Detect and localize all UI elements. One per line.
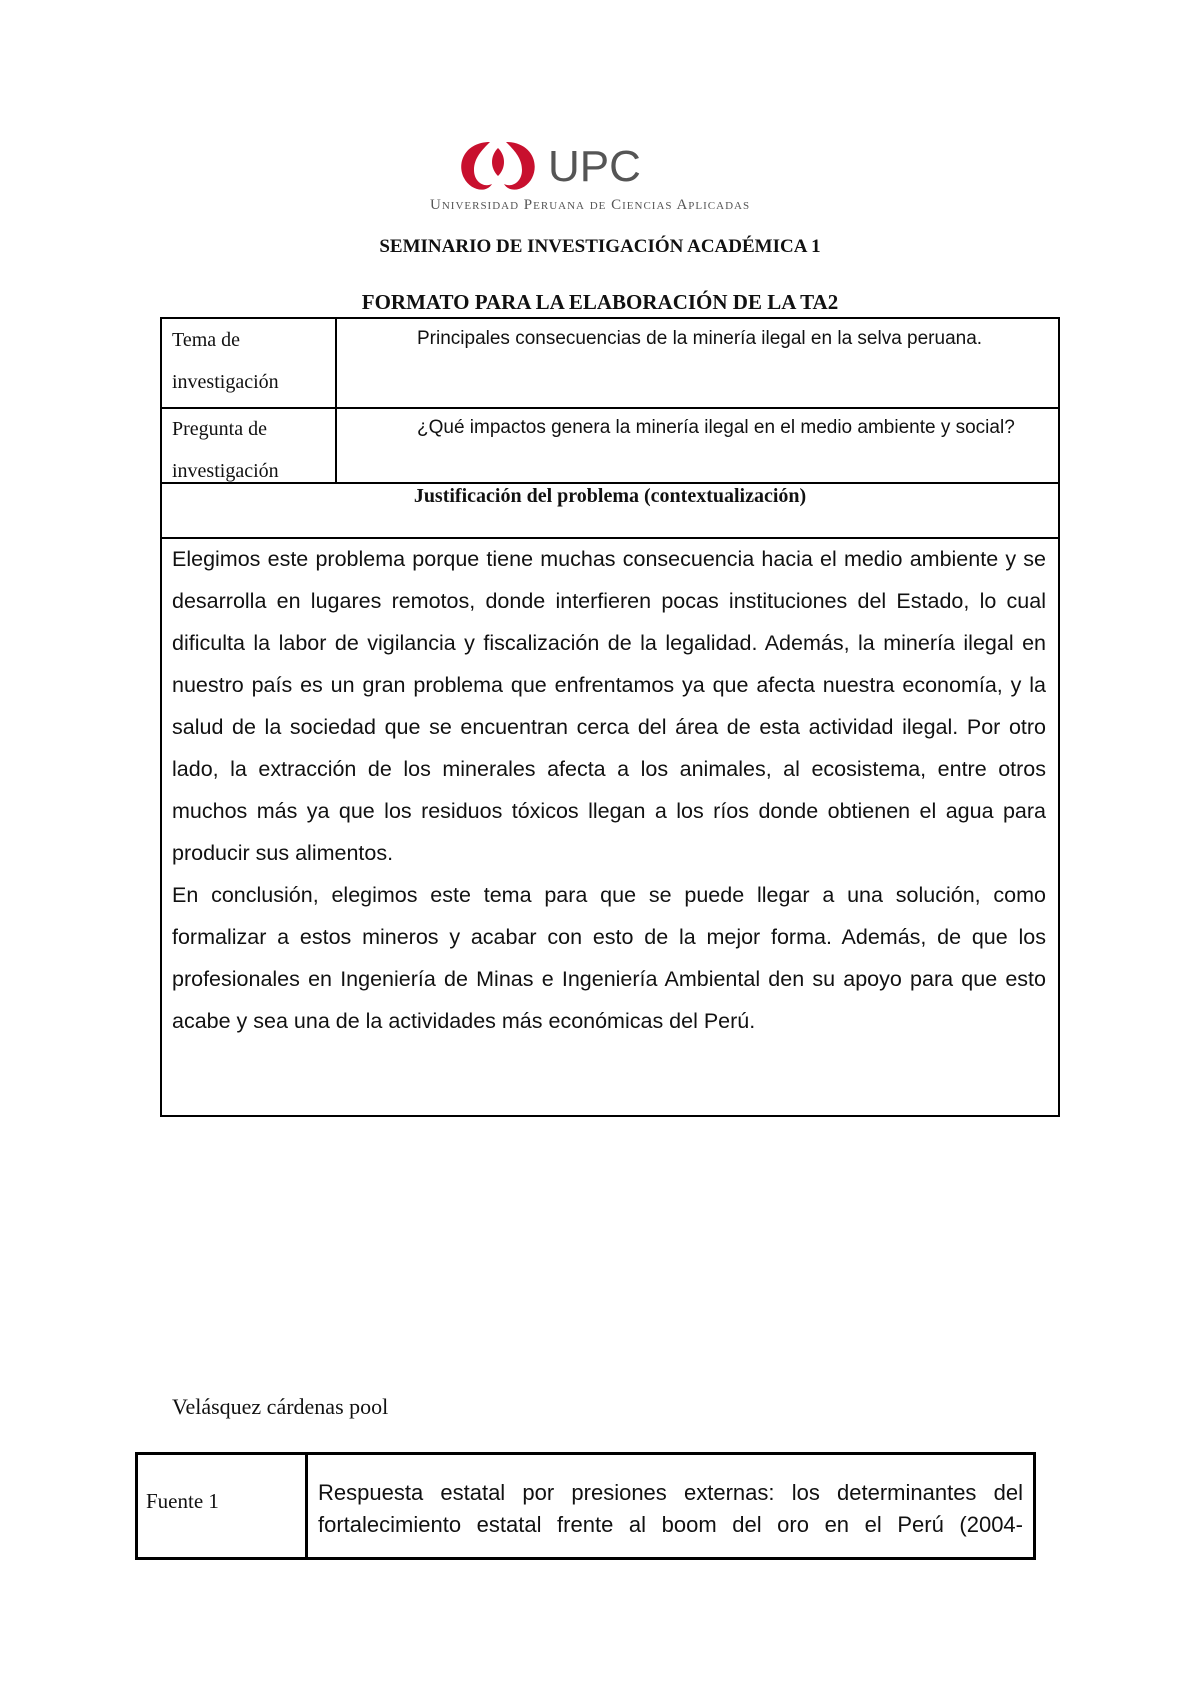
justification-paragraph: Elegimos este problema porque tiene muchas consecuencia hacia el medio ambiente y se desarrolla en lugares remotos, donde interfieren pocas instituciones del Estado, lo cual dificulta la labor de vigilancia y fiscalización de la legalidad. Además, la minería ilegal en nuestro país es un gran problema que enfrentamos ya que afecta nuestra economía, y la salud de la sociedad que se encuentran cerca del área de esta actividad ilegal. Por otro lado, la extracción de los minerales afecta a los animales, al ecosistema, entre otros muchos más ya que los residuos tóxicos llegan a los ríos donde obtienen el agua para producir sus alimentos. (172, 547, 1046, 865)
upc-logo (430, 138, 790, 213)
topic-label-line1: Tema de (172, 329, 241, 351)
topic-value: Principales consecuencias de la minería ilegal en la selva peruana. (417, 328, 983, 349)
sources-table (135, 1452, 1036, 1560)
topic-label-line2: investigación (172, 371, 279, 393)
question-label-line1: Pregunta de (172, 418, 267, 440)
justification-body (172, 538, 1046, 1042)
university-name: Universidad Peruana de Ciencias Aplicadas (430, 197, 751, 213)
question-label-line2: investigación (172, 460, 279, 482)
course-title: SEMINARIO DE INVESTIGACIÓN ACADÉMICA 1 (379, 236, 821, 257)
column-divider (305, 1455, 308, 1557)
format-title: FORMATO PARA LA ELABORACIÓN DE LA TA2 (361, 290, 839, 314)
column-divider (335, 319, 337, 482)
upc-emblem-icon (461, 142, 534, 190)
upc-wordmark: UPC (548, 142, 641, 191)
justification-heading: Justificación del problema (contextualización) (413, 485, 807, 507)
source-label: Fuente 1 (146, 1489, 219, 1513)
research-table (160, 317, 1060, 1117)
justification-paragraph: En conclusión, elegimos este tema para que se puede llegar a una solución, como formalizar a estos mineros y acabar con esto de la mejor forma. Además, de que los profesionales en Ingeniería de Minas e Ingeniería Ambiental den su apoyo para que esto acabe y sea una de la actividades más económicas del Perú. (172, 883, 1046, 1033)
author-name: Velásquez cárdenas pool (172, 1394, 389, 1419)
source-value: Respuesta estatal por presiones externas: los determinantes del fortalecimiento estatal frente al boom del oro en el Perú (2004- (318, 1480, 1023, 1537)
row-divider (162, 482, 1058, 484)
question-value: ¿Qué impactos genera la minería ilegal en el medio ambiente y social? (417, 417, 1015, 438)
